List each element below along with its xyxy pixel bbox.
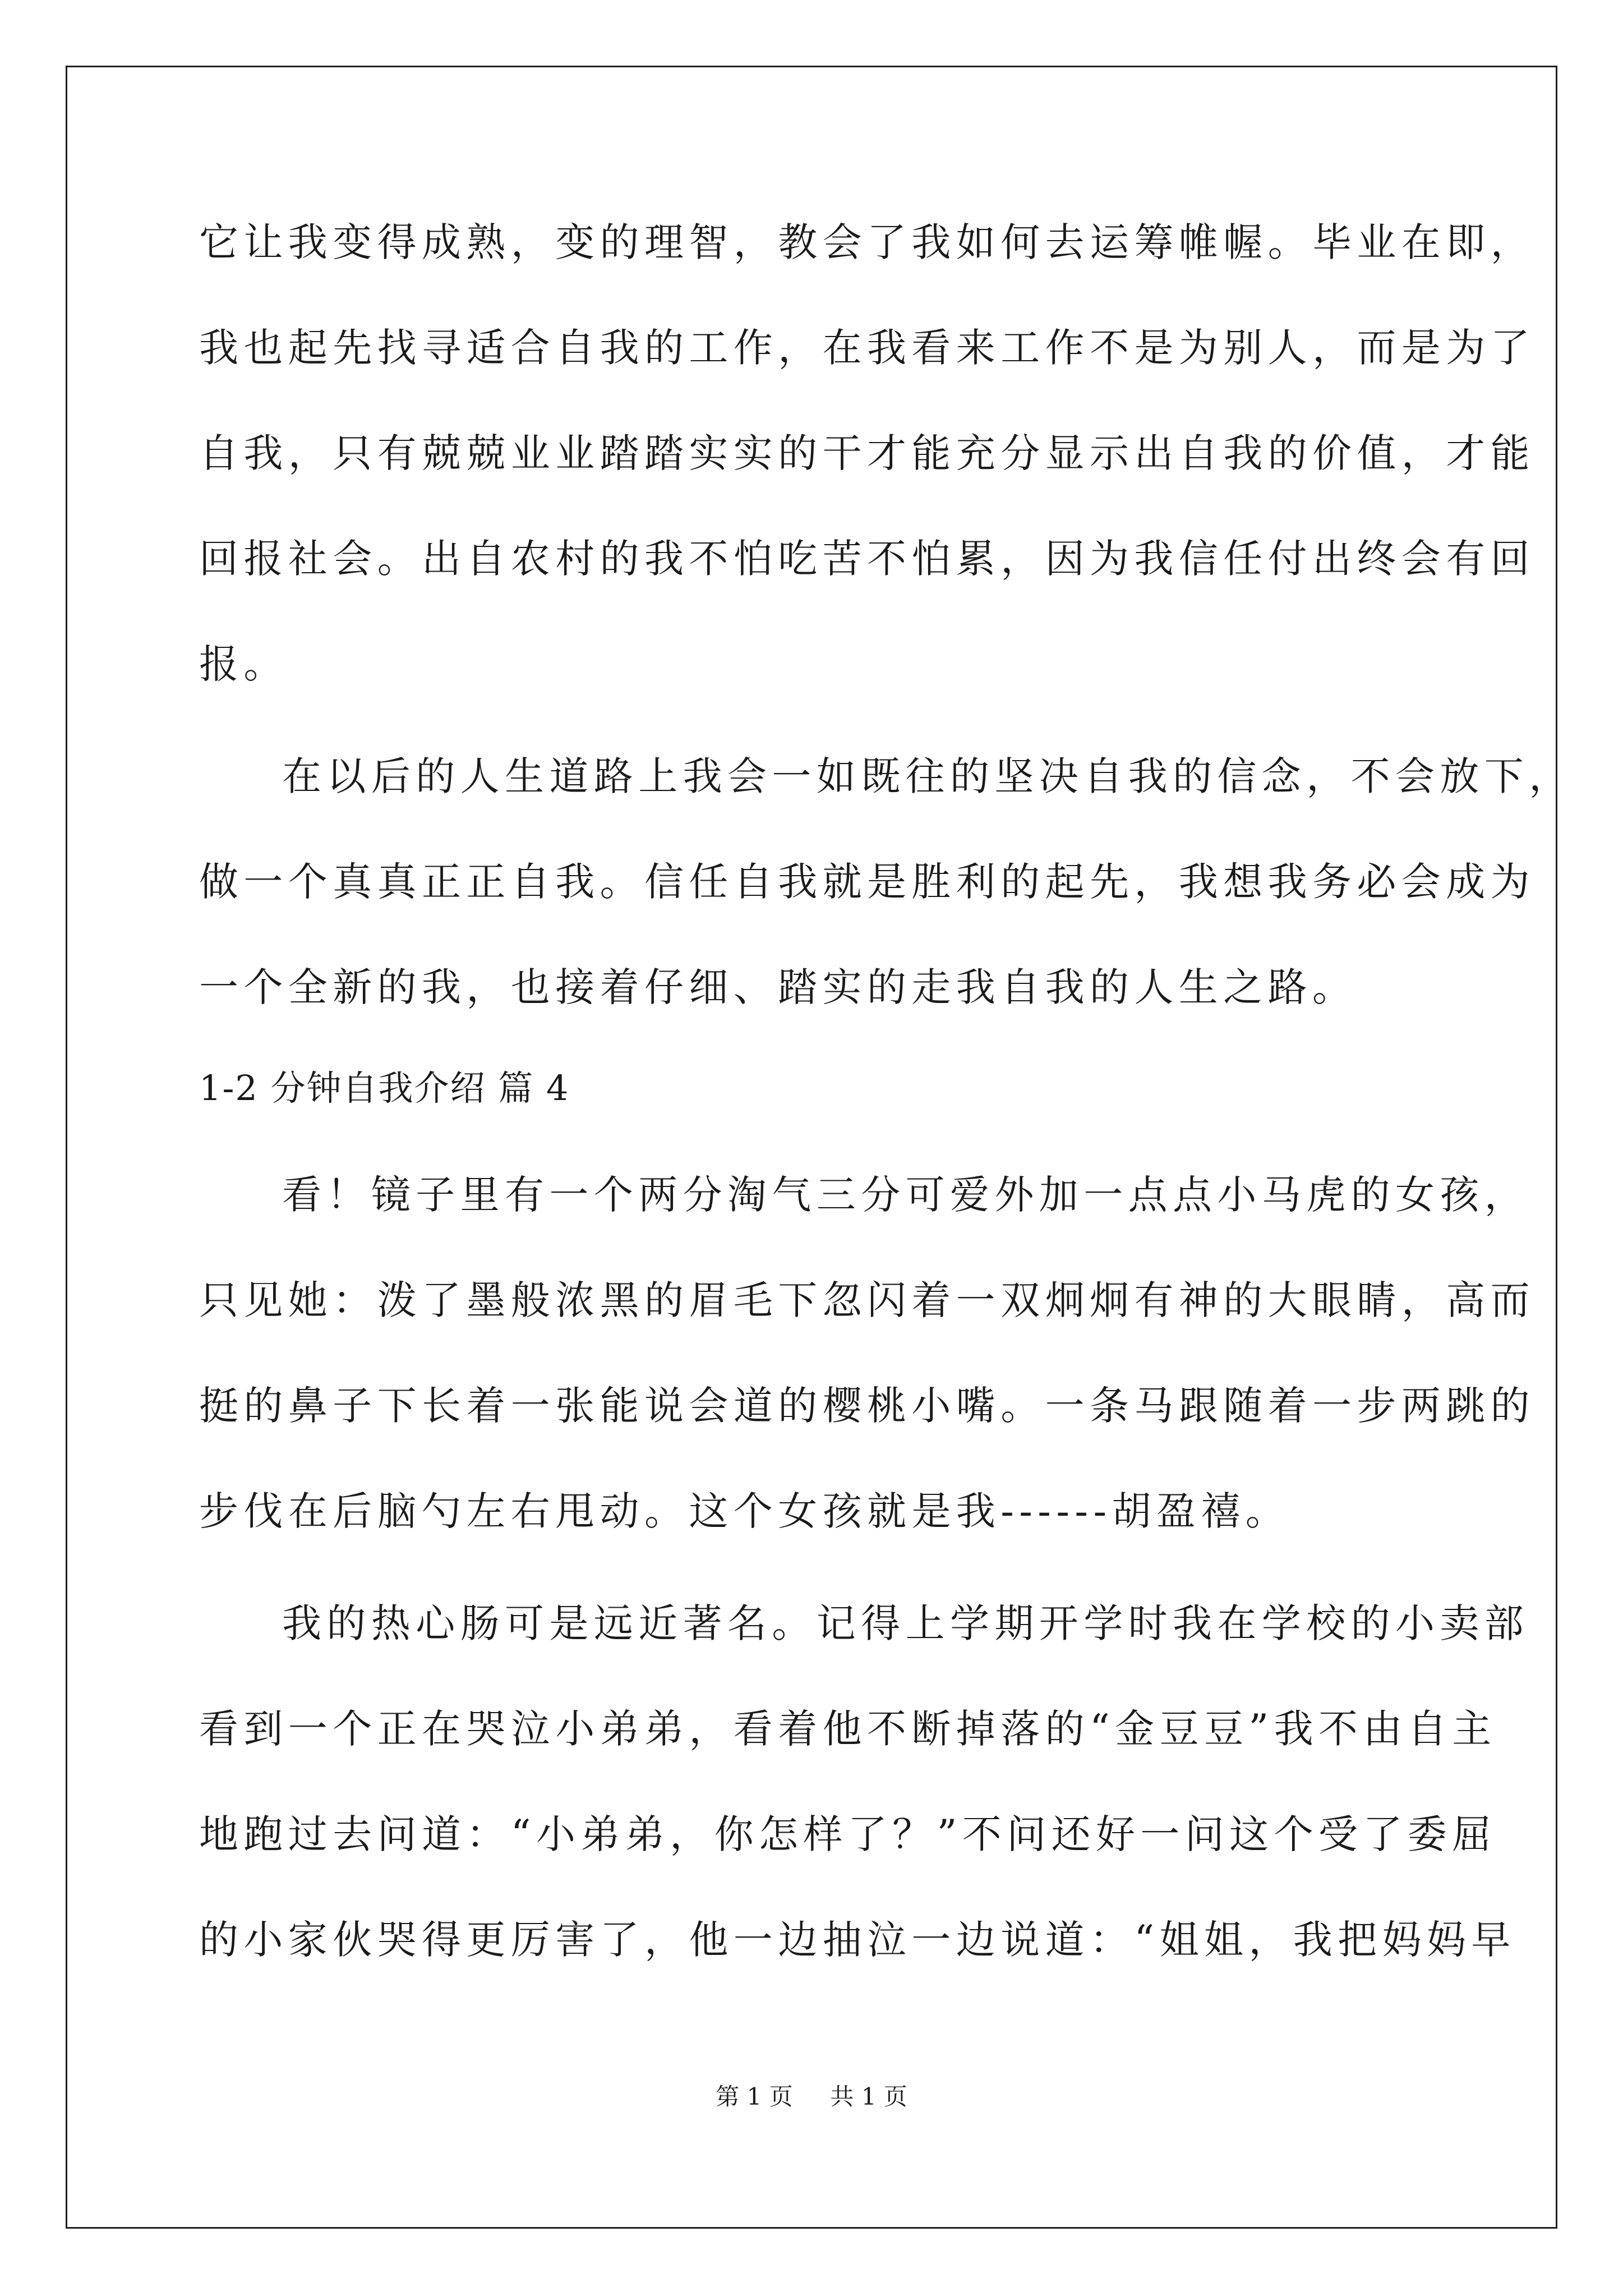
section-heading: 1-2 分钟自我介绍 篇 4 — [199, 1068, 570, 1108]
paragraph-2-line-2: 做一个真真正正自我。信任自我就是胜利的起先，我想我务必会成为 — [199, 859, 1535, 905]
paragraph-2-line-3: 一个全新的我，也接着仔细、踏实的走我自我的人生之路。 — [199, 964, 1357, 1010]
paragraph-3-line-2: 只见她：泼了墨般浓黑的眉毛下忽闪着一双炯炯有神的大眼睛，高而 — [199, 1277, 1535, 1323]
paragraph-4-line-4: 的小家伙哭得更厉害了，他一边抽泣一边说道：“姐姐，我把妈妈早 — [199, 1917, 1516, 1963]
page-border — [66, 66, 1557, 2229]
paragraph-2-line-1: 在以后的人生道路上我会一如既往的坚决自我的信念，不会放下， — [282, 753, 1574, 799]
page-footer — [0, 2080, 1623, 2114]
paragraph-3-line-4: 步伐在后脑勺左右甩动。这个女孩就是我------胡盈禧。 — [199, 1488, 1290, 1534]
paragraph-1-line-5: 报。 — [199, 641, 288, 687]
paragraph-4-line-1: 我的热心肠可是远近著名。记得上学期开学时我在学校的小卖部 — [282, 1600, 1529, 1646]
paragraph-3-line-3: 挺的鼻子下长着一张能说会道的樱桃小嘴。一条马跟随着一步两跳的 — [199, 1383, 1535, 1429]
paragraph-3-line-1: 看！镜子里有一个两分淘气三分可爱外加一点点小马虎的女孩， — [282, 1172, 1529, 1218]
page-number-total: 共 1 页 — [830, 2083, 907, 2110]
paragraph-4-line-3: 地跑过去问道：“小弟弟，你怎样了？”不问还好一问这个受了委屈 — [199, 1811, 1497, 1857]
paragraph-1-line-3: 自我，只有兢兢业业踏踏实实的干才能充分显示出自我的价值，才能 — [199, 430, 1535, 476]
paragraph-1-line-4: 回报社会。出自农村的我不怕吃苦不怕累，因为我信任付出终会有回 — [199, 536, 1535, 582]
paragraph-1-line-2: 我也起先找寻适合自我的工作，在我看来工作不是为别人，而是为了 — [199, 325, 1535, 371]
paragraph-4-line-2: 看到一个正在哭泣小弟弟，看着他不断掉落的“金豆豆”我不由自主 — [199, 1706, 1497, 1752]
paragraph-1-line-1: 它让我变得成熟，变的理智，教会了我如何去运筹帷幄。毕业在即， — [199, 219, 1535, 265]
page-number-current: 第 1 页 — [716, 2083, 793, 2110]
